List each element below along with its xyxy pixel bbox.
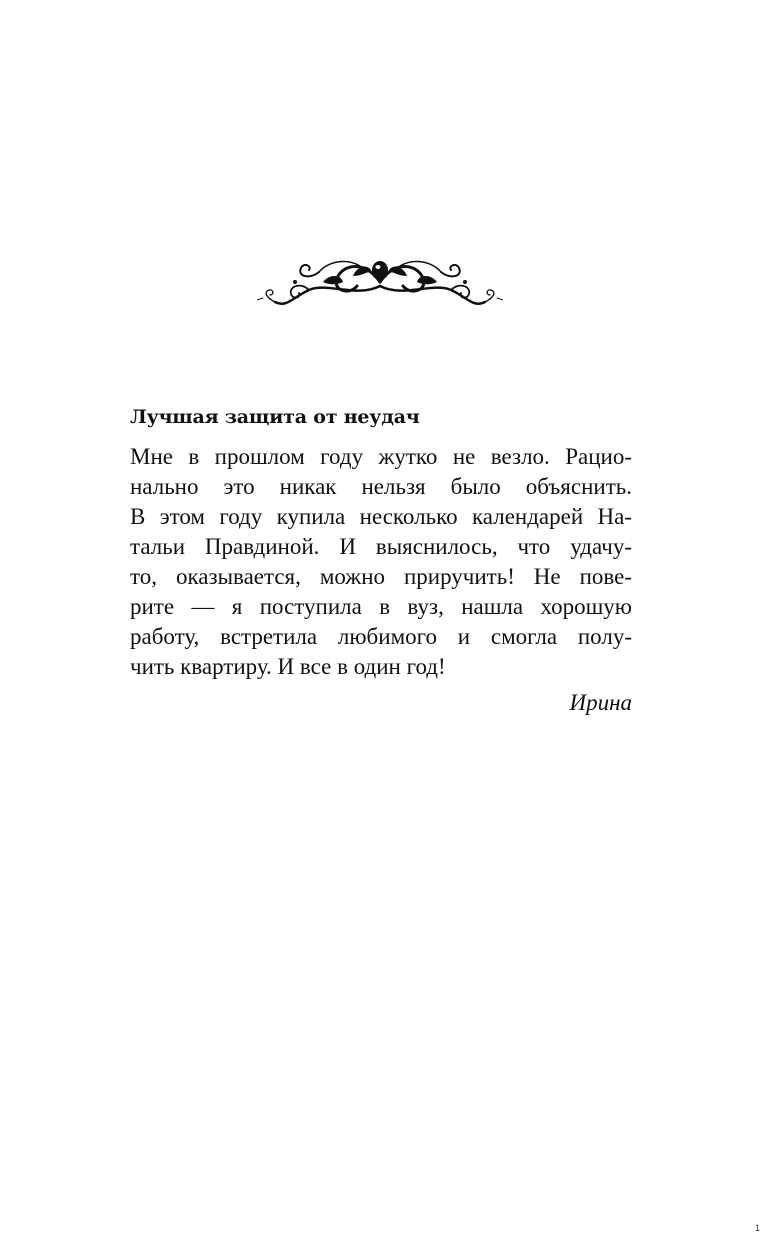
body-line: чить квартиру. И все в один год!	[130, 654, 446, 679]
body-line: Мне в прошлом году жутко не везло. Рацио-	[130, 444, 632, 469]
page-number: 1	[754, 1223, 760, 1233]
body-line: нально это никак нельзя было объяснить.	[130, 474, 632, 499]
body-line: В этом году купила несколько календарей На-	[130, 504, 632, 529]
body-line: работу, встретила любимого и смогла полу-	[130, 624, 632, 649]
body-line: то, оказывается, можно приручить! Не пове-	[130, 564, 632, 589]
floral-flourish-divider-icon	[257, 252, 503, 314]
body-line: тальи Правдиной. И выяснилось, что удачу-	[130, 534, 632, 559]
author-signature: Ирина	[569, 690, 632, 715]
article-title: Лучшая защита от неудач	[130, 406, 420, 428]
testimonial-article	[130, 402, 632, 718]
article-body	[130, 442, 632, 682]
body-line: рите — я поступила в вуз, нашла хорошую	[130, 594, 632, 619]
